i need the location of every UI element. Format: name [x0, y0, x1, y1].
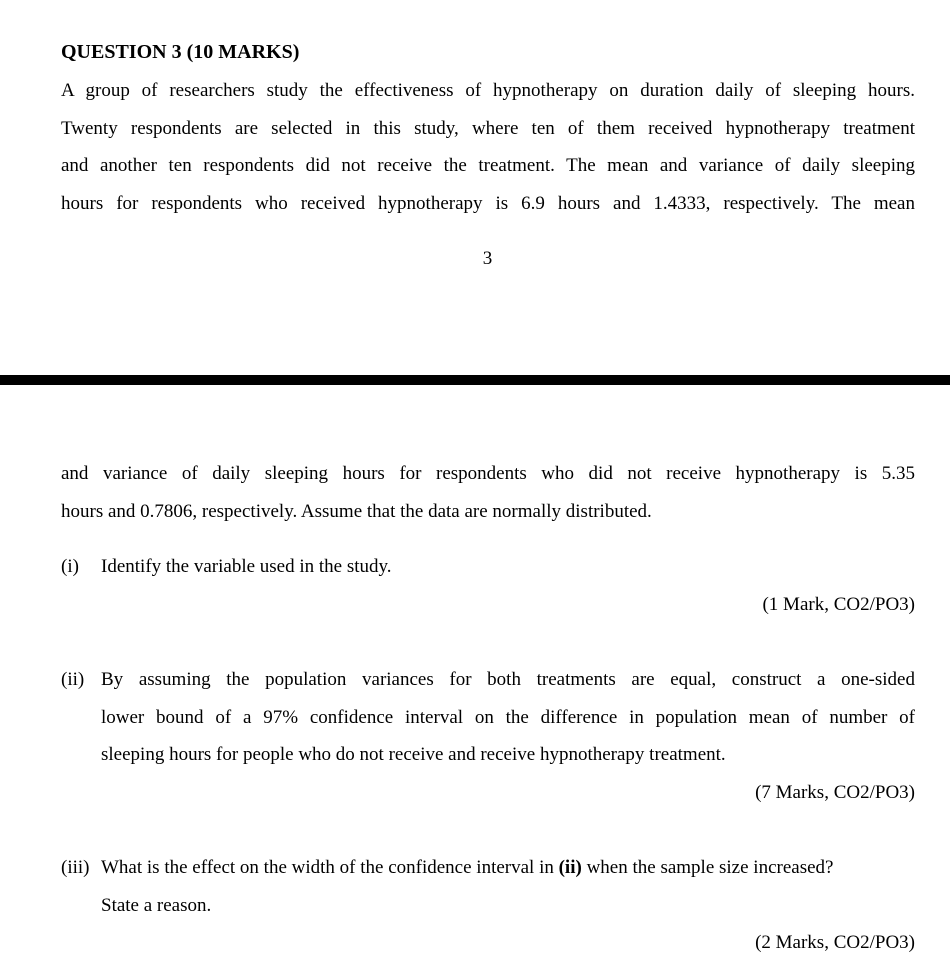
page-top — [0, 0, 950, 375]
part-text — [101, 849, 926, 924]
part-text — [101, 661, 915, 774]
intro-line: and another ten respondents did not receive the treatment. The mean and variance of daily sleeping — [61, 155, 915, 176]
marks-label: (2 Marks, CO2/PO3) — [755, 932, 915, 953]
continuation-line: hours and 0.7806, respectively. Assume that the data are normally distributed. — [61, 500, 652, 522]
part-line: State a reason. — [101, 894, 212, 916]
marks-label: (7 Marks, CO2/PO3) — [755, 782, 915, 803]
intro-line: hours for respondents who received hypnotherapy is 6.9 hours and 1.4333, respectively. The mean — [61, 192, 915, 214]
continuation-paragraph — [61, 455, 915, 530]
intro-paragraph — [61, 72, 915, 222]
question-heading: QUESTION 3 (10 MARKS) — [61, 41, 300, 63]
part-line: sleeping hours for people who do not receive and receive hypnotherapy treatment. — [101, 744, 726, 765]
part-text — [101, 548, 915, 586]
part-line: Identify the variable used in the study. — [101, 556, 392, 577]
page-bottom — [0, 385, 950, 974]
part-line — [101, 849, 926, 887]
part-reference: (ii) — [558, 857, 582, 878]
page-number: 3 — [482, 248, 493, 269]
intro-line: Twenty respondents are selected in this study, where ten of them received hypnotherapy treatment — [61, 117, 915, 139]
part-number: (iii) — [61, 857, 90, 878]
intro-line: A group of researchers study the effectiveness of hypnotherapy on duration daily of sleeping hours. — [61, 80, 915, 101]
marks-label: (1 Mark, CO2/PO3) — [762, 594, 915, 615]
continuation-line: and variance of daily sleeping hours for respondents who did not receive hypnotherapy is 5.35 — [61, 463, 915, 484]
part-number: (ii) — [61, 669, 85, 690]
page-divider — [0, 375, 950, 385]
part-line-text: when the sample size increased? — [581, 857, 834, 878]
part-line: By assuming the population variances for both treatments are equal, construct a one-sided — [101, 669, 915, 690]
part-number: (i) — [61, 556, 79, 577]
part-line: lower bound of a 97% confidence interval on the difference in population mean of number of — [101, 706, 915, 728]
part-line-text: What is the effect on the width of the confidence interval in — [101, 857, 559, 878]
